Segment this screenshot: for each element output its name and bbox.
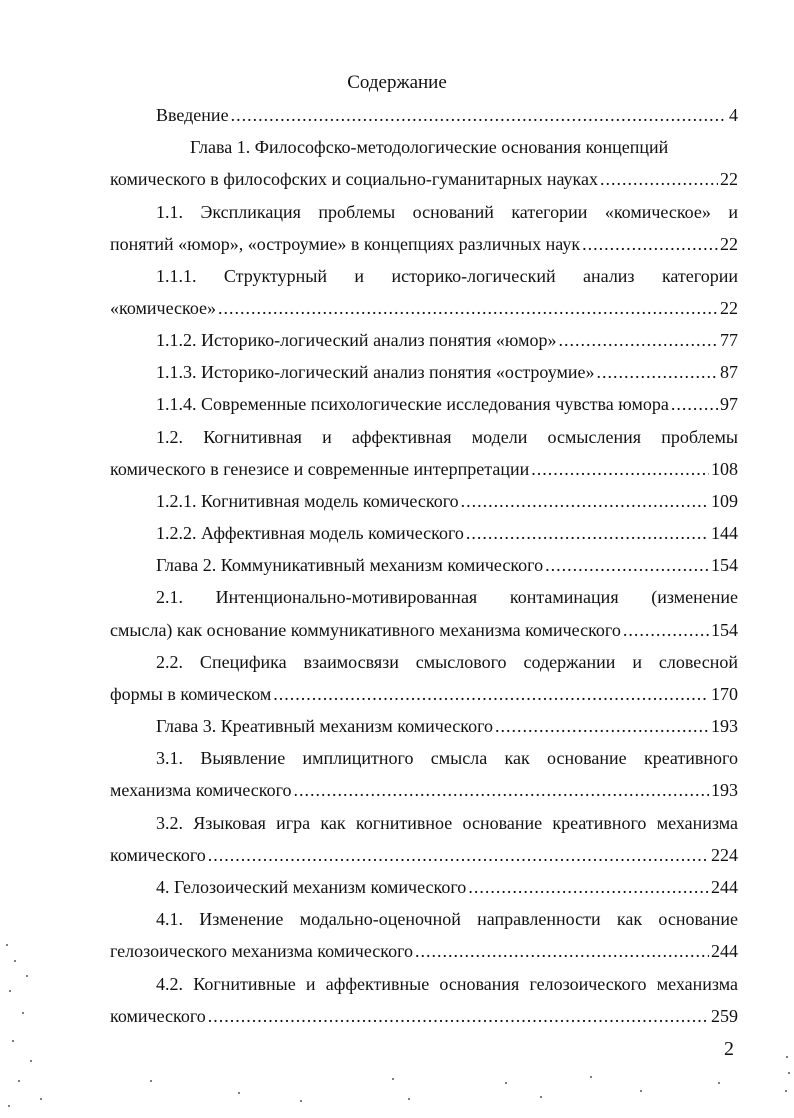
toc-page-number: 244 — [711, 941, 738, 961]
toc-entry-line1: 1.1.1. Структурный и историко-логический анализ категории — [156, 266, 738, 286]
toc-entry: Введение ..... 4 — [110, 102, 738, 128]
toc-entry: 4. Гелозоический механизм комического ..... 244 — [110, 874, 738, 900]
toc-page-number: 154 — [711, 620, 738, 640]
toc-entry-line1: 2.2. Специфика взаимосвязи смыслового содержании и словесной — [156, 652, 738, 672]
toc-page-number: 97 — [720, 394, 738, 414]
toc-page-number: 4 — [729, 105, 738, 125]
toc-entry: Глава 3. Креативный механизм комического ..... 193 — [110, 713, 738, 739]
toc-entry: комического в генезисе и современные интерпретации ..... 108 — [110, 456, 738, 482]
toc-entry-line1: 3.2. Языковая игра как когнитивное основание креативного механизма — [156, 813, 738, 833]
toc-entry: понятий «юмор», «остроумие» в концепциях различных наук ..... 22 — [110, 231, 738, 257]
toc-entry-line1: Глава 1. Философско-методологические основания концепций — [190, 137, 669, 157]
toc-entry-line1: 1.1. Экспликация проблемы оснований категории «комическое» и — [156, 202, 738, 222]
toc-entry: комического в философских и социально-гуманитарных науках ..... 22 — [110, 166, 738, 192]
toc-page-number: 244 — [711, 877, 738, 897]
page-title: Содержание — [347, 72, 447, 93]
toc-page-number: 22 — [720, 234, 738, 254]
toc-entry: смысла) как основание коммуникативного механизма комического ..... 154 — [110, 617, 738, 643]
toc-page-number: 224 — [711, 845, 738, 865]
toc-page-number: 170 — [711, 684, 738, 704]
toc-page-number: 108 — [711, 459, 738, 479]
toc-page-number: 87 — [720, 362, 738, 382]
toc-entry: 1.1.4. Современные психологические исследования чувства юмора ..... 97 — [110, 391, 738, 417]
toc-entry: «комическое» ..... 22 — [110, 295, 738, 321]
toc-page-number: 22 — [720, 298, 738, 318]
toc-entry-line1: 2.1. Интенционально-мотивированная контаминация (изменение — [156, 587, 738, 607]
toc-entry: 1.2.1. Когнитивная модель комического ..... 109 — [110, 488, 738, 514]
toc-page-number: 193 — [711, 780, 738, 800]
toc-page-number: 154 — [711, 555, 738, 575]
toc-entry: 1.1.2. Историко-логический анализ понятия «юмор» ..... 77 — [110, 327, 738, 353]
toc-page-number: 144 — [711, 523, 738, 543]
toc-entry: комического ..... 259 — [110, 1003, 738, 1029]
toc-entry: комического ..... 224 — [110, 842, 738, 868]
page-number: 2 — [724, 1038, 734, 1060]
toc-entry-line1: 3.1. Выявление имплицитного смысла как основание креативного — [156, 748, 738, 768]
toc-entry-line1: 4.1. Изменение модально-оценочной направленности как основание — [156, 909, 738, 929]
toc-entry: гелозоического механизма комического ..... 244 — [110, 938, 738, 964]
toc-entry-line1: 4.2. Когнитивные и аффективные основания гелозоического механизма — [156, 974, 738, 994]
toc-entry: 1.1.3. Историко-логический анализ понятия «остроумие» ..... 87 — [110, 359, 738, 385]
toc-entry: Глава 2. Коммуникативный механизм комического ..... 154 — [110, 552, 738, 578]
toc-page-number: 22 — [720, 169, 738, 189]
toc-page-number: 259 — [711, 1006, 738, 1026]
toc-page-number: 77 — [720, 330, 738, 350]
toc-page-number: 109 — [711, 491, 738, 511]
toc-entry: механизма комического ..... 193 — [110, 777, 738, 803]
toc-page-number: 193 — [711, 716, 738, 736]
toc-entry: 1.2.2. Аффективная модель комического ..... 144 — [110, 520, 738, 546]
toc-entry: формы в комическом ..... 170 — [110, 681, 738, 707]
toc-entry-line1: 1.2. Когнитивная и аффективная модели осмысления проблемы — [156, 427, 738, 447]
